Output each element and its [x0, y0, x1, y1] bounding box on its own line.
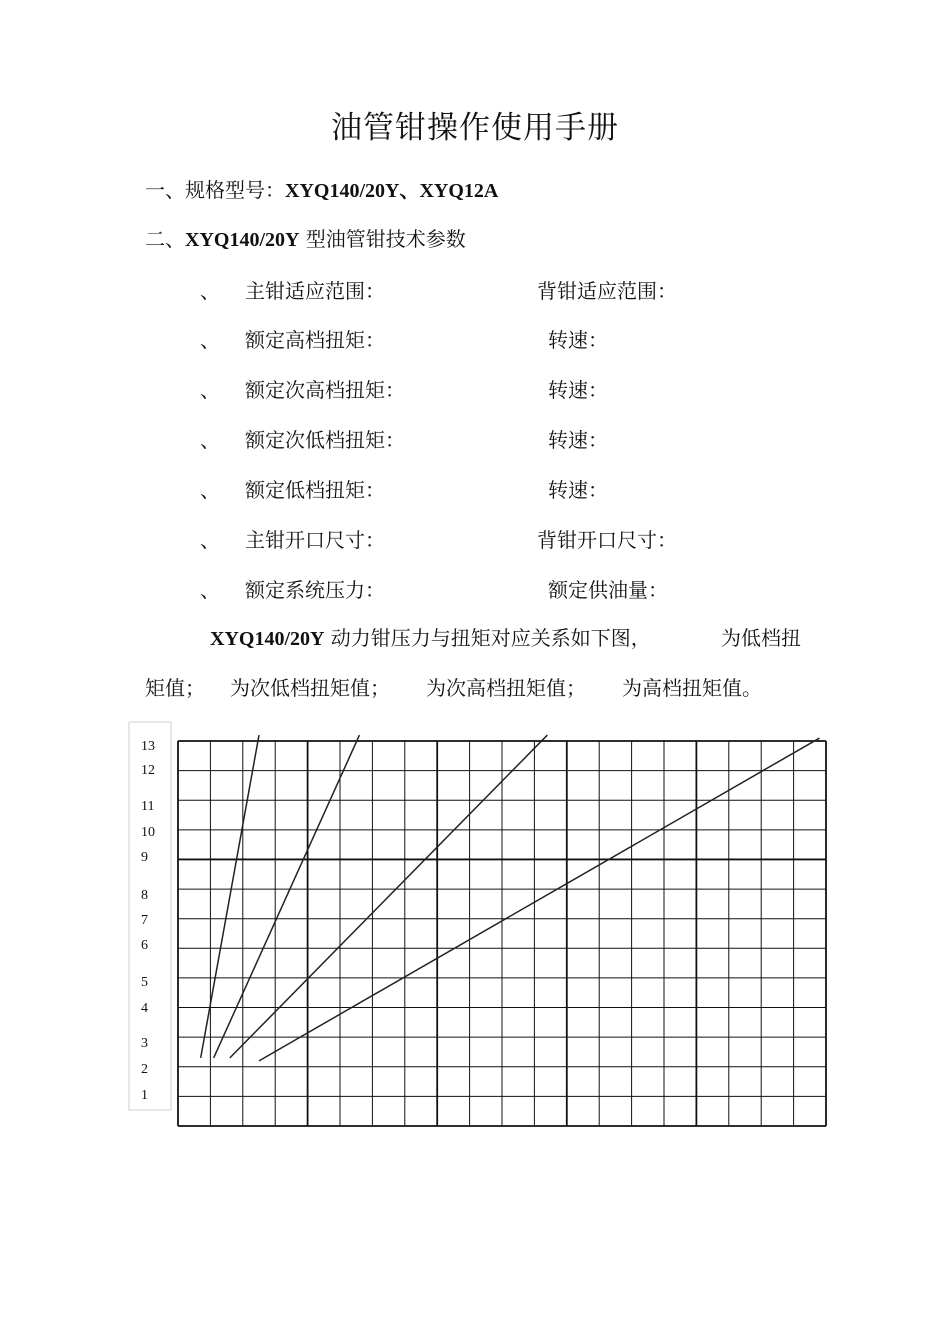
y-tick-label: 3 — [141, 1036, 148, 1051]
y-tick-label: 2 — [141, 1062, 148, 1077]
param-left-label: 主钳开口尺寸： — [245, 528, 385, 552]
param-left-label: 额定低档扭矩： — [245, 478, 385, 502]
param-right-label: 背钳适应范围： — [537, 279, 677, 303]
y-tick-label: 7 — [141, 913, 148, 928]
y-tick-label: 1 — [141, 1088, 148, 1103]
param-mark: 、 — [200, 478, 220, 502]
y-tick-label: 9 — [141, 850, 148, 865]
series-line — [214, 735, 360, 1058]
chart-intro-line2-a: 矩值； — [145, 676, 205, 700]
param-left-label: 额定系统压力： — [245, 578, 385, 602]
tech-params-suffix: 型油管钳技术参数 — [299, 227, 466, 251]
param-mark: 、 — [200, 279, 220, 303]
spec-model-values: XYQ140/20Y、XYQ12A — [285, 180, 499, 202]
chart-intro-model: XYQ140/20Y — [210, 628, 325, 650]
y-label-panel — [129, 722, 171, 1110]
y-tick-label: 11 — [141, 799, 155, 814]
tech-params-prefix: 二、 — [145, 227, 185, 251]
param-right-label: 额定供油量： — [548, 578, 668, 602]
param-left-label: 额定次高档扭矩： — [245, 378, 405, 402]
param-left-label: 额定次低档扭矩： — [245, 428, 405, 452]
param-right-label: 背钳开口尺寸： — [537, 528, 677, 552]
chart-intro-line2-d: 为高档扭矩值。 — [622, 676, 762, 700]
param-right-label: 转速： — [548, 328, 608, 352]
param-left-label: 额定高档扭矩： — [245, 328, 385, 352]
tech-params-model: XYQ140/20Y — [185, 229, 300, 251]
series-line — [201, 735, 259, 1058]
param-mark: 、 — [200, 428, 220, 452]
y-tick-label: 13 — [141, 739, 155, 754]
spec-model-label: 一、规格型号： — [145, 178, 285, 202]
y-tick-label: 8 — [141, 888, 148, 903]
y-tick-label: 12 — [141, 763, 155, 778]
y-tick-label: 6 — [141, 938, 148, 953]
series-line — [259, 738, 820, 1061]
param-right-label: 转速： — [548, 378, 608, 402]
param-right-label: 转速： — [548, 428, 608, 452]
y-tick-label: 5 — [141, 975, 148, 990]
param-left-label: 主钳适应范围： — [245, 279, 385, 303]
y-tick-label: 10 — [141, 825, 155, 840]
param-mark: 、 — [200, 378, 220, 402]
chart-intro-text: 动力钳压力与扭矩对应关系如下图， — [324, 626, 651, 650]
param-mark: 、 — [200, 328, 220, 352]
chart-intro-line2-c: 为次高档扭矩值； — [426, 676, 586, 700]
page-title: 油管钳操作使用手册 — [331, 110, 619, 146]
series-line — [230, 735, 548, 1058]
chart-intro-low-gear: 为低档扭 — [721, 626, 801, 650]
param-right-label: 转速： — [548, 478, 608, 502]
y-tick-label: 4 — [141, 1001, 148, 1016]
param-mark: 、 — [200, 578, 220, 602]
param-mark: 、 — [200, 528, 220, 552]
chart-intro-line2-b: 为次低档扭矩值； — [230, 676, 390, 700]
